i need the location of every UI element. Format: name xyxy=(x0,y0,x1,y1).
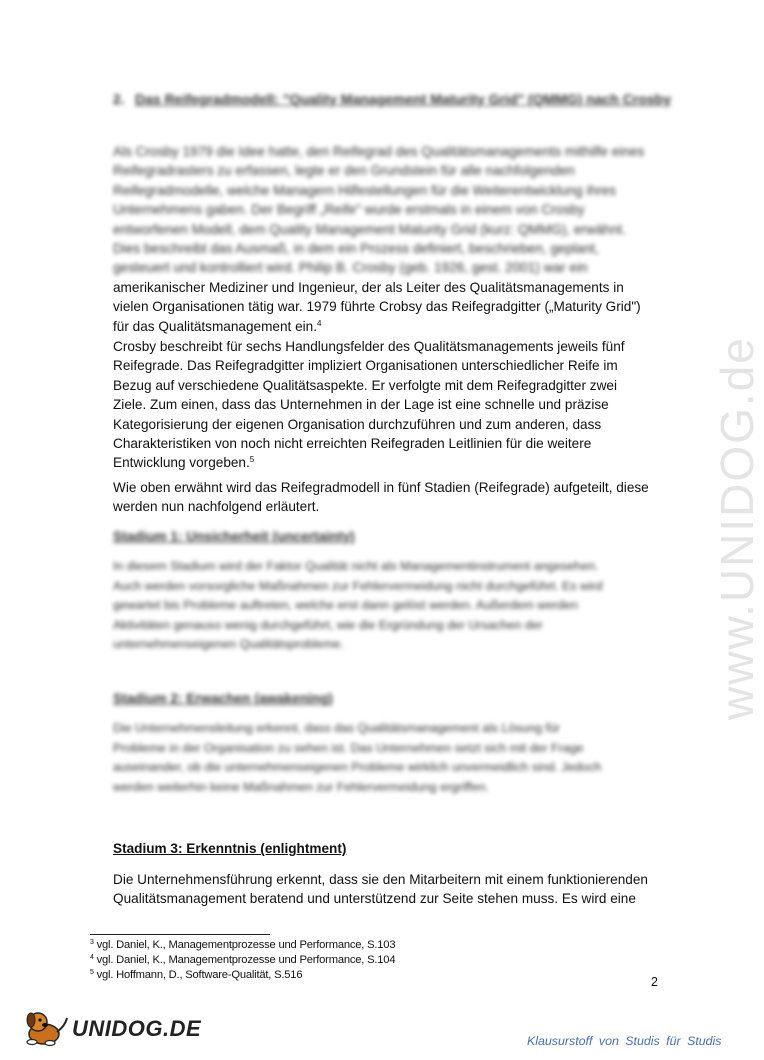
section-heading xyxy=(113,90,673,108)
stage3-heading: Stadium 3: Erkenntnis (enlightment) xyxy=(113,841,347,856)
footnotes xyxy=(90,938,395,983)
text-line: Ziele. Zum einen, dass das Unternehmen in der Lage ist eine schnelle und präzise xyxy=(113,397,609,413)
text-line: Crosby beschreibt für sechs Handlungsfelder des Qualitätsmanagements jeweils fünf xyxy=(113,339,625,354)
text-line: Die Unternehmensleitung erkennt, dass das Qualitätsmanagement als Lösung für xyxy=(113,721,561,735)
paragraph-stadien xyxy=(113,478,673,517)
stage2-heading: Stadium 2: Erwachen (awakening) xyxy=(113,691,333,706)
logo-text: UNIDOG.DE xyxy=(72,1016,202,1041)
footnote-ref: 4 xyxy=(317,318,322,328)
text-line: werden nun nachfolgend erläutert. xyxy=(113,499,320,515)
text-line: Als Crosby 1979 die Idee hatte, den Reifegrad des Qualitätsmanagements mithilfe eines xyxy=(113,144,645,159)
stage1-heading: Stadium 1: Unsicherheit (uncertainty) xyxy=(113,529,355,544)
footnote xyxy=(90,938,395,953)
watermark: www.UNIDOG.de xyxy=(711,336,763,720)
text-line: gewartet bis Probleme auftreten, welche erst dann gelöst werden. Außerdem werden xyxy=(113,598,578,612)
text-line: amerikanischer Mediziner und Ingenieur, der als Leiter des Qualitätsmanagements in xyxy=(113,279,624,295)
text-line: Die Unternehmensführung erkennt, dass sie den Mitarbeitern mit einem funktionierenden xyxy=(113,872,648,887)
footnote-number: 5 xyxy=(90,969,94,976)
section-title: Das Reifegradmodell: "Quality Management Maturity Grid" (QMMG) nach Crosby xyxy=(135,91,672,107)
dog-mascot-icon xyxy=(22,1008,70,1046)
text-line: Reifegradmodelle, welche Managern Hilfestellungen für die Weiterentwicklung ihres xyxy=(113,182,616,198)
text-line: Unternehmens gaben. Der Begriff „Reife" wurde erstmals in einem von Crosby xyxy=(113,202,585,218)
text-line: In diesem Stadium wird der Faktor Qualität nicht als Managementinstrument angesehen. xyxy=(113,559,599,573)
footnote-number: 4 xyxy=(90,954,94,961)
text-line: auseinander, ob die unternehmenseigenen Probleme wirklich unvermeidlich sind. Jedoch xyxy=(113,760,602,774)
intro-paragraph xyxy=(113,142,673,336)
text-line: gesteuert und kontrolliert wird. Philip B. Crosby (geb. 1926, gest. 2001) war ein xyxy=(113,260,588,276)
text-line: Reifegradrasters zu erfassen, legte er den Grundstein für alle nachfolgenden xyxy=(113,163,575,179)
footnote-text: vgl. Daniel, K., Managementprozesse und Performance, S.104 xyxy=(96,954,396,966)
text-line: Entwicklung vorgeben.$^5$ xyxy=(113,455,255,471)
text-line: vielen Organisationen tätig war. 1979 führte Crobsy das Reifegradgitter („Maturity Grid") xyxy=(113,299,641,315)
footnote xyxy=(90,953,395,968)
text-line: Dies beschreibt das Ausmaß, in dem ein Prozess definiert, beschrieben, geplant, xyxy=(113,241,599,257)
text-line: unternehmenseigenen Qualitätsprobleme. xyxy=(113,637,344,651)
stage3-paragraph xyxy=(113,870,673,909)
text-line: Qualitätsmanagement beratend und unterstützend zur Seite stehen muss. Es wird eine xyxy=(113,891,636,907)
text-line: für das Qualitätsmanagement ein.$^4$ xyxy=(113,318,322,334)
footnote-number: 3 xyxy=(90,939,94,946)
text-line: Auch werden vorsorgliche Maßnahmen zur Fehlervermeidung nicht durchgeführt. Es wird xyxy=(113,578,603,593)
text-line: Reifegrade. Das Reifegradgitter impliziert Organisationen unterschiedlicher Reife im xyxy=(113,358,618,374)
unidog-logo[interactable] xyxy=(22,1008,202,1046)
text-line: Charakteristiken von noch nicht erreichten Reifegraden Leitlinien für die weitere xyxy=(113,436,592,452)
text-line: Bezug auf verschiedene Qualitätsaspekte. Er verfolgte mit dem Reifegradgitter zwei xyxy=(113,377,617,393)
text-line: werden weiterhin keine Maßnahmen zur Fehlervermeidung ergriffen. xyxy=(113,779,489,794)
footer-slogan: Klausurstoff von Studis für Studis xyxy=(527,1034,722,1048)
text-line: Wie oben erwähnt wird das Reifegradmodell in fünf Stadien (Reifegrade) aufgeteilt, diese xyxy=(113,480,649,495)
footnote-text: vgl. Hoffmann, D., Software-Qualität, S.516 xyxy=(96,969,303,981)
text-line: entworfenen Modell, dem Quality Management Maturity Grid (kurz: QMMG), erwähnt. xyxy=(113,221,626,237)
section-number: 2. xyxy=(113,91,125,107)
page-number: 2 xyxy=(651,975,658,989)
stage2-paragraph xyxy=(113,719,673,797)
footnote-ref: 5 xyxy=(249,455,255,465)
intro-blurred-text xyxy=(113,142,673,278)
text-line: Kategorisierung der eigenen Organisation durchzuführen und zum anderen, dass xyxy=(113,416,602,432)
stage1-paragraph xyxy=(113,557,673,655)
paragraph-handlungsfelder xyxy=(113,337,673,473)
footnote-text: vgl. Daniel, K., Managementprozesse und Performance, S.103 xyxy=(96,939,396,951)
text-line: Aktivitäten genauso wenig durchgeführt, wie die Ergründung der Ursachen der xyxy=(113,617,543,632)
footnote-divider xyxy=(90,934,270,935)
text-line: Probleme in der Organisation zu sehen ist. Das Unternehmen setzt sich mit der Frage xyxy=(113,740,584,755)
footnote xyxy=(90,968,395,983)
